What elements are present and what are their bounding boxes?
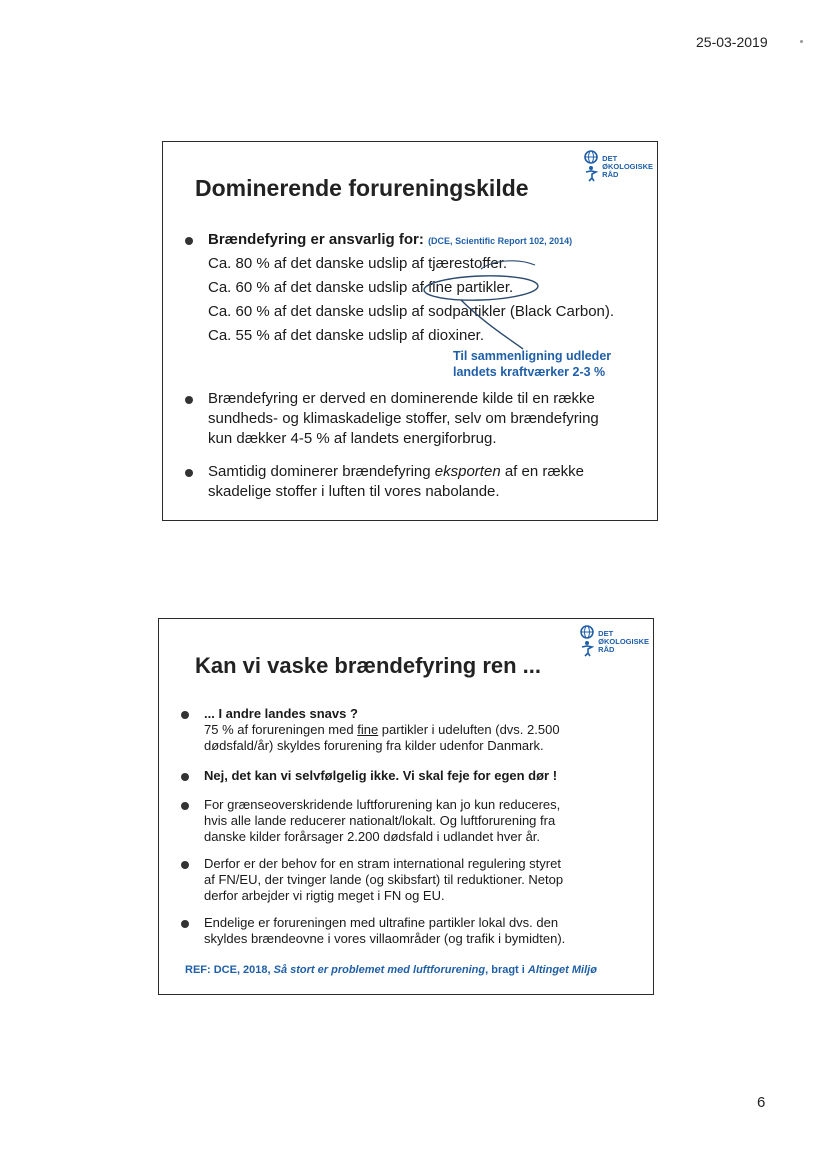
- bullet-text: kun dækker 4-5 % af landets energiforbrug.: [208, 430, 497, 447]
- bullet-dot: [185, 396, 193, 404]
- bullet-text: Endelige er forureningen med ultrafine partikler lokal dvs. den: [204, 915, 559, 930]
- bullet-dot: [181, 802, 189, 810]
- bullet-dot: [181, 861, 189, 869]
- reference-part: REF: DCE, 2018,: [185, 964, 274, 976]
- emission-line: Ca. 80 % af det danske udslip af tjærestoffer.: [208, 255, 508, 272]
- bullet-lead-text: Brændefyring er ansvarlig for:: [208, 231, 424, 248]
- bullet-text-emphasis: eksporten: [434, 463, 501, 480]
- bullet-text: Brændefyring er derved en dominerende kilde til en række: [208, 390, 595, 407]
- bullet-text: Nej, det kan vi selvfølgelig ikke. Vi skal feje for egen dør !: [204, 768, 558, 783]
- bullet-lead: [208, 230, 572, 251]
- emission-line: Ca. 60 % af det danske udslip af fine partikler.: [208, 279, 514, 296]
- comparison-line-2: landets kraftværker 2-3 %: [453, 365, 606, 379]
- bullet-dot: [181, 920, 189, 928]
- slide-title: Kan vi vaske brændefyring ren ...: [195, 653, 542, 678]
- logo-line-3: RÅD: [602, 170, 619, 179]
- slide-title: Dominerende forureningskilde: [195, 175, 529, 201]
- logo-line-1: DET: [602, 154, 618, 163]
- bullet-text-part: 75 % af forureningen med: [204, 722, 358, 737]
- bullet-dot: [185, 469, 193, 477]
- bullet-dot: [181, 711, 189, 719]
- page-number: 6: [757, 1094, 766, 1111]
- bullet-text: skadelige stoffer i luften til vores nabolande.: [208, 483, 500, 500]
- emission-line: Ca. 60 % af det danske udslip af sodpartikler (Black Carbon).: [208, 303, 615, 320]
- bullet-dot: [185, 237, 193, 245]
- globe-figure-icon: [579, 625, 595, 657]
- logo-line-1: DET: [598, 629, 614, 638]
- logo-line-2: ØKOLOGISKE: [602, 162, 653, 171]
- bullet-lead: ... I andre landes snavs ?: [204, 706, 358, 721]
- bullet-text: skyldes brændeovne i vores villaområder (og trafik i bymidten).: [204, 931, 566, 946]
- slide-dominerende-forureningskilde: [162, 141, 658, 521]
- globe-figure-icon: [583, 150, 599, 182]
- comparison-note: [453, 348, 611, 380]
- scan-dot: [800, 40, 803, 43]
- reference-publication: Altinget Miljø: [527, 964, 597, 976]
- logo-line-2: ØKOLOGISKE: [598, 637, 649, 646]
- slide-kan-vi-vaske-braendefyring-ren: [158, 618, 654, 995]
- bullet-text: For grænseoverskridende luftforurening kan jo kun reduceres,: [204, 797, 561, 812]
- bullet-text: [204, 722, 560, 738]
- reference-part: , bragt i: [485, 964, 528, 976]
- bullet-text-part: af en række: [500, 463, 585, 480]
- bullet-dot: [181, 773, 189, 781]
- bullet-text: [208, 462, 584, 482]
- logo-line-3: RÅD: [598, 645, 615, 654]
- bullet-text-underlined: fine: [357, 722, 379, 737]
- det-oekologiske-raad-logo: [579, 625, 649, 657]
- reference-line: [185, 964, 597, 976]
- det-oekologiske-raad-logo: [583, 150, 653, 182]
- bullet-text: sundheds- og klimaskadelige stoffer, selv om brændefyring: [208, 410, 599, 427]
- bullet-text: danske kilder forårsager 2.200 dødsfald i udlandet hver år.: [204, 829, 541, 844]
- bullet-text: Derfor er der behov for en stram international regulering styret: [204, 856, 561, 871]
- bullet-text: dødsfald/år) skyldes forurening fra kilder udenfor Danmark.: [204, 738, 544, 753]
- bullet-text: derfor arbejder vi rigtig meget i FN og EU.: [204, 888, 445, 903]
- bullet-text: af FN/EU, der tvinger lande (og skibsfart) til reduktioner. Netop: [204, 872, 564, 887]
- bullet-text-part: partikler i udeluften (dvs. 2.500: [378, 722, 560, 737]
- page-date: 25-03-2019: [696, 34, 768, 50]
- source-reference: (DCE, Scientific Report 102, 2014): [428, 236, 573, 246]
- emission-line: Ca. 55 % af det danske udslip af dioxiner.: [208, 327, 485, 344]
- bullet-text: hvis alle lande reducerer nationalt/lokalt. Og luftforurening fra: [204, 813, 556, 828]
- reference-article-title: Så stort er problemet med luftforurening: [273, 964, 486, 976]
- comparison-line-1: Til sammenligning udleder: [453, 349, 612, 363]
- bullet-text-part: Samtidig dominerer brændefyring: [208, 463, 435, 480]
